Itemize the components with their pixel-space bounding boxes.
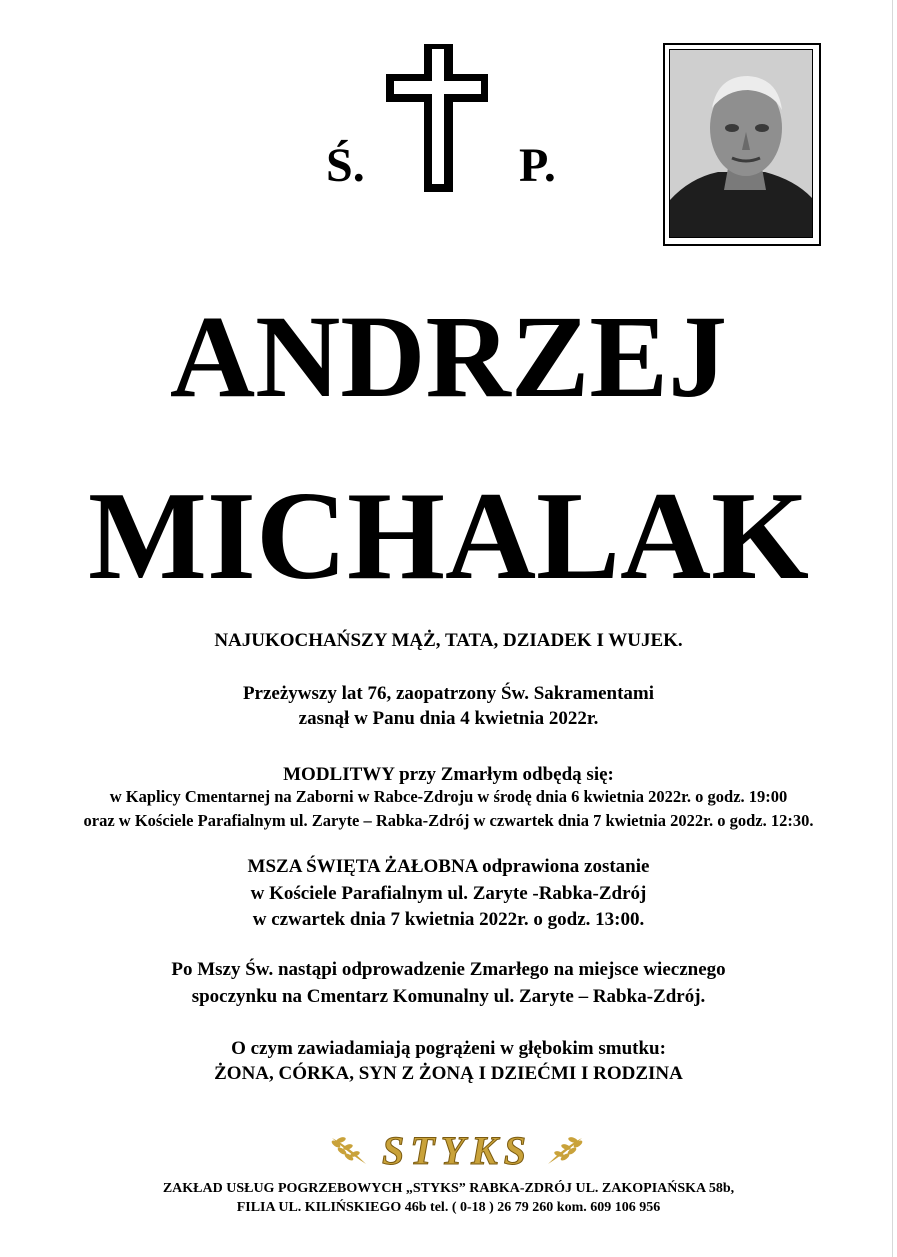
portrait-image bbox=[670, 50, 812, 237]
s-letter: Ś. bbox=[326, 139, 365, 192]
footer-line-2: FILIA UL. KILIŃSKIEGO 46b tel. ( 0-18 ) 26 79 260 kom. 609 106 956 bbox=[236, 1200, 661, 1215]
age-line-2: zasnął w Panu dnia 4 kwietnia 2022r. bbox=[298, 708, 599, 729]
first-name: ANDRZEJ bbox=[169, 291, 728, 422]
right-laurel-icon bbox=[548, 1136, 583, 1164]
mass-line-2: w Kościele Parafialnym ul. Zaryte -Rabka-Zdrój bbox=[250, 883, 647, 904]
left-laurel-icon bbox=[331, 1136, 366, 1164]
notify-line-2: ŻONA, CÓRKA, SYN Z ŻONĄ I DZIEĆMI I RODZINA bbox=[214, 1063, 683, 1084]
burial-line-1: Po Mszy Św. nastąpi odprowadzenie Zmarłego na miejsce wiecznego bbox=[171, 959, 726, 980]
prayers-line-1: w Kaplicy Cmentarnej na Zaborni w Rabce-Zdroju w środę dnia 6 kwietnia 2022r. o godz. 19:00 bbox=[109, 787, 788, 806]
p-letter: P. bbox=[519, 139, 556, 192]
mass-line-3: w czwartek dnia 7 kwietnia 2022r. o godz. 13:00. bbox=[252, 909, 645, 930]
cross-icon bbox=[386, 44, 488, 192]
notify-line-1: O czym zawiadamiają pogrążeni w głębokim smutku: bbox=[231, 1038, 666, 1059]
footer-line-1: ZAKŁAD USŁUG POGRZEBOWYCH „STYKS” RABKA-ZDRÓJ UL. ZAKOPIAŃSKA 58b, bbox=[162, 1181, 735, 1196]
age-line-1: Przeżywszy lat 76, zaopatrzony Św. Sakramentami bbox=[242, 683, 655, 704]
portrait-photo bbox=[663, 43, 821, 246]
mass-line-1: MSZA ŚWIĘTA ŻAŁOBNA odprawiona zostanie bbox=[247, 856, 650, 877]
styks-logo bbox=[326, 1124, 588, 1176]
logo-text: STYKS bbox=[381, 1128, 533, 1173]
family-role-line: NAJUKOCHAŃSZY MĄŻ, TATA, DZIADEK I WUJEK. bbox=[214, 630, 683, 651]
prayers-line-2: oraz w Kościele Parafialnym ul. Zaryte – Rabka-Zdrój w czwartek dnia 7 kwietnia 2022r. o godz. 12:30. bbox=[83, 811, 814, 830]
burial-line-2: spoczynku na Cmentarz Komunalny ul. Zaryte – Rabka-Zdrój. bbox=[191, 986, 706, 1007]
prayers-title: MODLITWY przy Zmarłym odbędą się: bbox=[283, 764, 614, 785]
last-name: MICHALAK bbox=[88, 467, 809, 606]
